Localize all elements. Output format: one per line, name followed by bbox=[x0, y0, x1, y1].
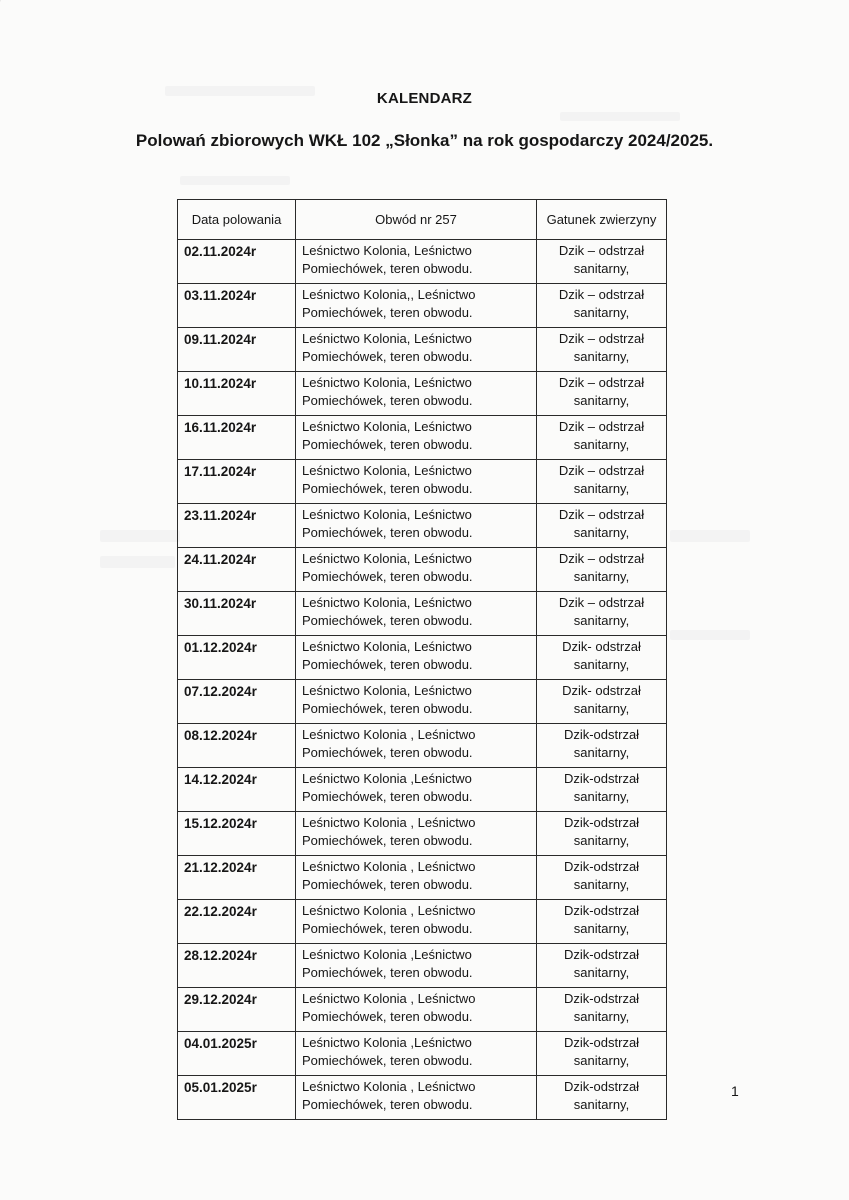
species-cell: Dzik – odstrzał sanitarny, bbox=[537, 372, 667, 416]
table-row bbox=[178, 284, 667, 328]
date-cell: 10.11.2024r bbox=[178, 372, 296, 416]
date-cell: 15.12.2024r bbox=[178, 812, 296, 856]
bleed-through bbox=[560, 112, 680, 121]
place-cell: Leśnictwo Kolonia, Leśnictwo Pomiechówek, teren obwodu. bbox=[296, 416, 537, 460]
species-cell: Dzik-odstrzał sanitarny, bbox=[537, 724, 667, 768]
page-subtitle: Polowań zbiorowych WKŁ 102 „Słonka” na rok gospodarczy 2024/2025. bbox=[135, 131, 714, 150]
date-cell: 22.12.2024r bbox=[178, 900, 296, 944]
species-cell: Dzik-odstrzał sanitarny, bbox=[537, 856, 667, 900]
table-row bbox=[178, 724, 667, 768]
place-cell: Leśnictwo Kolonia, Leśnictwo Pomiechówek, teren obwodu. bbox=[296, 636, 537, 680]
bleed-through bbox=[670, 630, 750, 640]
date-cell: 02.11.2024r bbox=[178, 240, 296, 284]
place-cell: Leśnictwo Kolonia, Leśnictwo Pomiechówek, teren obwodu. bbox=[296, 240, 537, 284]
date-cell: 29.12.2024r bbox=[178, 988, 296, 1032]
place-cell: Leśnictwo Kolonia ,Leśnictwo Pomiechówek, teren obwodu. bbox=[296, 768, 537, 812]
table-row bbox=[178, 1032, 667, 1076]
place-cell: Leśnictwo Kolonia, Leśnictwo Pomiechówek, teren obwodu. bbox=[296, 680, 537, 724]
table-row bbox=[178, 548, 667, 592]
date-cell: 01.12.2024r bbox=[178, 636, 296, 680]
table-row bbox=[178, 680, 667, 724]
species-cell: Dzik-odstrzał sanitarny, bbox=[537, 1032, 667, 1076]
date-cell: 23.11.2024r bbox=[178, 504, 296, 548]
date-cell: 07.12.2024r bbox=[178, 680, 296, 724]
species-cell: Dzik – odstrzał sanitarny, bbox=[537, 416, 667, 460]
table-row bbox=[178, 944, 667, 988]
bleed-through bbox=[100, 530, 180, 542]
date-cell: 04.01.2025r bbox=[178, 1032, 296, 1076]
table-row bbox=[178, 416, 667, 460]
place-cell: Leśnictwo Kolonia ,Leśnictwo Pomiechówek, teren obwodu. bbox=[296, 944, 537, 988]
table-header-row bbox=[178, 200, 667, 240]
species-cell: Dzik-odstrzał sanitarny, bbox=[537, 944, 667, 988]
place-cell: Leśnictwo Kolonia ,Leśnictwo Pomiechówek, teren obwodu. bbox=[296, 1032, 537, 1076]
bleed-through bbox=[100, 556, 175, 568]
date-cell: 21.12.2024r bbox=[178, 856, 296, 900]
header-date: Data polowania bbox=[178, 200, 296, 240]
place-cell: Leśnictwo Kolonia, Leśnictwo Pomiechówek, teren obwodu. bbox=[296, 548, 537, 592]
place-cell: Leśnictwo Kolonia, Leśnictwo Pomiechówek, teren obwodu. bbox=[296, 504, 537, 548]
place-cell: Leśnictwo Kolonia,, Leśnictwo Pomiechówek, teren obwodu. bbox=[296, 284, 537, 328]
place-cell: Leśnictwo Kolonia, Leśnictwo Pomiechówek, teren obwodu. bbox=[296, 460, 537, 504]
header-district: Obwód nr 257 bbox=[296, 200, 537, 240]
date-cell: 28.12.2024r bbox=[178, 944, 296, 988]
place-cell: Leśnictwo Kolonia , Leśnictwo Pomiechówek, teren obwodu. bbox=[296, 1076, 537, 1120]
table-row bbox=[178, 812, 667, 856]
species-cell: Dzik-odstrzał sanitarny, bbox=[537, 1076, 667, 1120]
date-cell: 03.11.2024r bbox=[178, 284, 296, 328]
place-cell: Leśnictwo Kolonia , Leśnictwo Pomiechówek, teren obwodu. bbox=[296, 900, 537, 944]
place-cell: Leśnictwo Kolonia, Leśnictwo Pomiechówek, teren obwodu. bbox=[296, 328, 537, 372]
species-cell: Dzik-odstrzał sanitarny, bbox=[537, 768, 667, 812]
table-row bbox=[178, 592, 667, 636]
species-cell: Dzik – odstrzał sanitarny, bbox=[537, 284, 667, 328]
table-row bbox=[178, 636, 667, 680]
table-row bbox=[178, 504, 667, 548]
species-cell: Dzik-odstrzał sanitarny, bbox=[537, 900, 667, 944]
species-cell: Dzik – odstrzał sanitarny, bbox=[537, 504, 667, 548]
species-cell: Dzik-odstrzał sanitarny, bbox=[537, 988, 667, 1032]
page-number: 1 bbox=[731, 1083, 739, 1099]
hunting-calendar-table bbox=[177, 199, 667, 1120]
place-cell: Leśnictwo Kolonia , Leśnictwo Pomiechówek, teren obwodu. bbox=[296, 856, 537, 900]
date-cell: 09.11.2024r bbox=[178, 328, 296, 372]
table-row bbox=[178, 240, 667, 284]
place-cell: Leśnictwo Kolonia, Leśnictwo Pomiechówek, teren obwodu. bbox=[296, 372, 537, 416]
species-cell: Dzik – odstrzał sanitarny, bbox=[537, 240, 667, 284]
date-cell: 08.12.2024r bbox=[178, 724, 296, 768]
species-cell: Dzik – odstrzał sanitarny, bbox=[537, 328, 667, 372]
date-cell: 05.01.2025r bbox=[178, 1076, 296, 1120]
page-title: KALENDARZ bbox=[376, 90, 473, 107]
bleed-through bbox=[180, 176, 290, 185]
bleed-through bbox=[670, 530, 750, 542]
place-cell: Leśnictwo Kolonia , Leśnictwo Pomiechówek, teren obwodu. bbox=[296, 812, 537, 856]
table-row bbox=[178, 328, 667, 372]
date-cell: 24.11.2024r bbox=[178, 548, 296, 592]
species-cell: Dzik – odstrzał sanitarny, bbox=[537, 460, 667, 504]
species-cell: Dzik – odstrzał sanitarny, bbox=[537, 592, 667, 636]
species-cell: Dzik- odstrzał sanitarny, bbox=[537, 680, 667, 724]
date-cell: 16.11.2024r bbox=[178, 416, 296, 460]
date-cell: 14.12.2024r bbox=[178, 768, 296, 812]
table-row bbox=[178, 900, 667, 944]
table-row bbox=[178, 988, 667, 1032]
species-cell: Dzik-odstrzał sanitarny, bbox=[537, 812, 667, 856]
date-cell: 30.11.2024r bbox=[178, 592, 296, 636]
table-row bbox=[178, 768, 667, 812]
place-cell: Leśnictwo Kolonia , Leśnictwo Pomiechówek, teren obwodu. bbox=[296, 988, 537, 1032]
place-cell: Leśnictwo Kolonia , Leśnictwo Pomiechówek, teren obwodu. bbox=[296, 724, 537, 768]
species-cell: Dzik – odstrzał sanitarny, bbox=[537, 548, 667, 592]
table-row bbox=[178, 460, 667, 504]
species-cell: Dzik- odstrzał sanitarny, bbox=[537, 636, 667, 680]
date-cell: 17.11.2024r bbox=[178, 460, 296, 504]
place-cell: Leśnictwo Kolonia, Leśnictwo Pomiechówek, teren obwodu. bbox=[296, 592, 537, 636]
header-species: Gatunek zwierzyny bbox=[537, 200, 667, 240]
table-row bbox=[178, 856, 667, 900]
table-row bbox=[178, 372, 667, 416]
table-row bbox=[178, 1076, 667, 1120]
